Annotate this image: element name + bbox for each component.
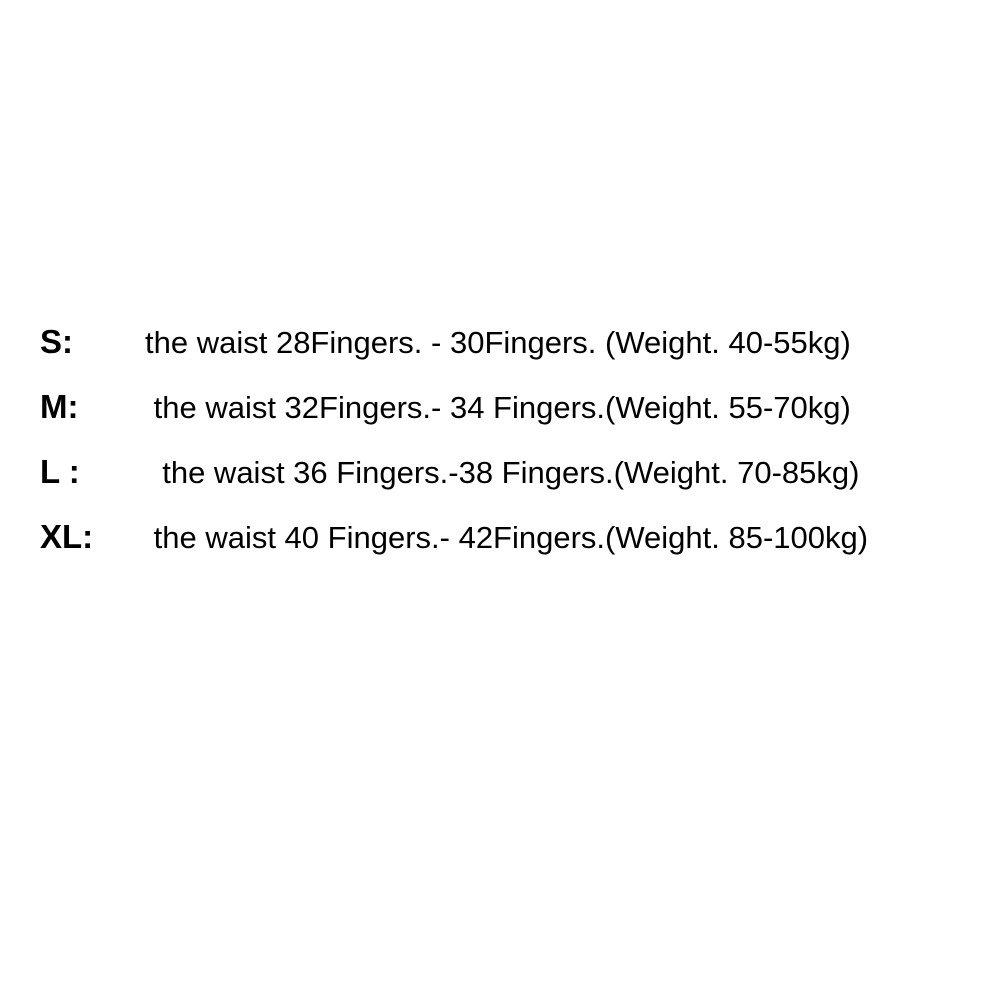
size-description-s: the waist 28Fingers. - 30Fingers. (Weight. 40-55kg) — [145, 325, 851, 360]
size-label-xl: XL: — [40, 518, 94, 555]
size-chart-table — [40, 325, 990, 585]
table-row — [40, 325, 990, 390]
size-label-s: S: — [40, 323, 73, 360]
size-description-m: the waist 32Fingers.- 34 Fingers.(Weight. 55-70kg) — [145, 390, 851, 425]
size-description-l: the waist 36 Fingers.-38 Fingers.(Weight. 70-85kg) — [145, 455, 860, 490]
size-label-m: M: — [40, 388, 79, 425]
table-row — [40, 520, 990, 585]
size-label-l: L : — [40, 453, 80, 490]
size-description-xl: the waist 40 Fingers.- 42Fingers.(Weight. 85-100kg) — [145, 520, 869, 555]
table-row — [40, 390, 990, 455]
table-row — [40, 455, 990, 520]
